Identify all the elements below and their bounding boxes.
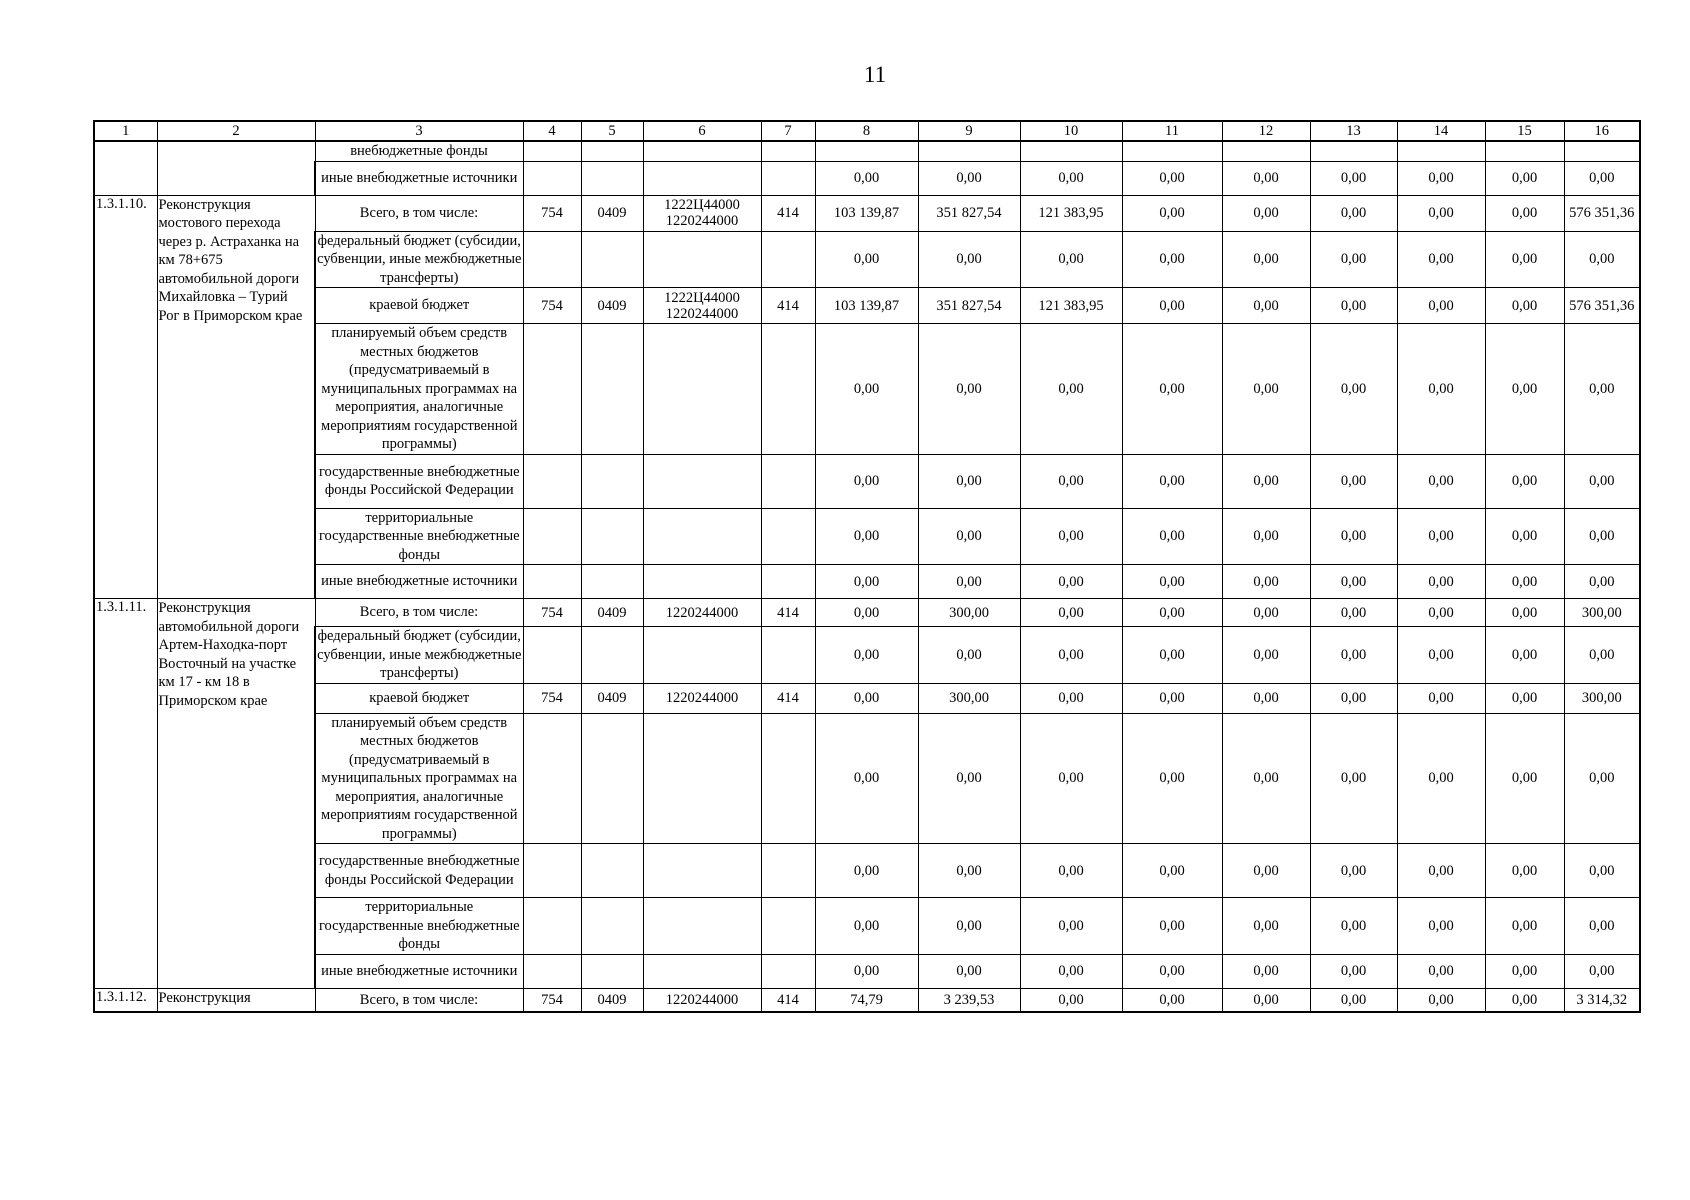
- funding-source: внебюджетные фонды: [315, 141, 523, 161]
- value-cell: 0,00: [1222, 288, 1310, 324]
- value-cell: 0,00: [1485, 844, 1564, 898]
- value-cell: 0409: [581, 599, 643, 627]
- funding-source: территориальные государственные внебюджетные фонды: [315, 508, 523, 565]
- value-cell: [581, 898, 643, 955]
- value-cell: 0,00: [1122, 324, 1222, 455]
- value-cell: 0,00: [1122, 627, 1222, 684]
- value-cell: [761, 508, 815, 565]
- value-cell: 0,00: [1564, 454, 1640, 508]
- table-row: [94, 324, 1640, 455]
- value-cell: [1485, 141, 1564, 161]
- value-cell: 414: [761, 195, 815, 231]
- value-cell: 300,00: [918, 599, 1020, 627]
- value-cell: [761, 898, 815, 955]
- value-cell: [523, 231, 581, 288]
- header-row: [94, 121, 1640, 141]
- table-row: [94, 508, 1640, 565]
- value-cell: 0,00: [1122, 954, 1222, 988]
- value-cell: [918, 141, 1020, 161]
- funding-source: территориальные государственные внебюджетные фонды: [315, 898, 523, 955]
- value-cell: 414: [761, 683, 815, 713]
- value-cell: 351 827,54: [918, 288, 1020, 324]
- value-cell: 300,00: [1564, 599, 1640, 627]
- item-name: [157, 141, 315, 195]
- value-cell: 1220244000: [643, 988, 761, 1012]
- value-cell: 414: [761, 599, 815, 627]
- value-cell: 0,00: [1397, 161, 1485, 195]
- value-cell: 0,00: [1222, 565, 1310, 599]
- value-cell: 0,00: [1397, 988, 1485, 1012]
- value-cell: 0,00: [1020, 324, 1122, 455]
- value-cell: 0,00: [1397, 288, 1485, 324]
- value-cell: 0,00: [918, 324, 1020, 455]
- header-cell: 7: [761, 121, 815, 141]
- value-cell: [761, 565, 815, 599]
- value-cell: 0,00: [1122, 508, 1222, 565]
- value-cell: 0,00: [1222, 988, 1310, 1012]
- value-cell: [1020, 141, 1122, 161]
- value-cell: 576 351,36: [1564, 288, 1640, 324]
- value-cell: 0,00: [1310, 599, 1397, 627]
- value-cell: 0,00: [1310, 161, 1397, 195]
- value-cell: [523, 898, 581, 955]
- table-row: [94, 713, 1640, 844]
- value-cell: 103 139,87: [815, 288, 918, 324]
- value-cell: 0,00: [1564, 713, 1640, 844]
- value-cell: 0,00: [1020, 231, 1122, 288]
- value-cell: 0,00: [1397, 844, 1485, 898]
- value-cell: 0,00: [815, 454, 918, 508]
- value-cell: 0,00: [1310, 898, 1397, 955]
- value-cell: 0409: [581, 288, 643, 324]
- table-row: [94, 161, 1640, 195]
- value-cell: [761, 954, 815, 988]
- value-cell: 0,00: [1485, 565, 1564, 599]
- header-cell: 2: [157, 121, 315, 141]
- funding-source: Всего, в том числе:: [315, 599, 523, 627]
- item-name: Реконструкция автомобильной дороги Артем-Находка-порт Восточный на участке км 17 - км 18 в Приморском крае: [157, 599, 315, 989]
- value-cell: 0,00: [1020, 844, 1122, 898]
- value-cell: 0,00: [1310, 195, 1397, 231]
- value-cell: 0,00: [815, 954, 918, 988]
- value-cell: [523, 565, 581, 599]
- budget-table: [93, 120, 1641, 1013]
- value-cell: 0,00: [918, 713, 1020, 844]
- value-cell: [1310, 141, 1397, 161]
- value-cell: 0,00: [1122, 599, 1222, 627]
- value-cell: [643, 454, 761, 508]
- value-cell: 0,00: [1564, 565, 1640, 599]
- header-cell: 9: [918, 121, 1020, 141]
- page-number: 11: [863, 62, 887, 87]
- value-cell: 0,00: [1020, 508, 1122, 565]
- header-cell: 4: [523, 121, 581, 141]
- value-cell: 0,00: [1222, 161, 1310, 195]
- value-cell: 3 239,53: [918, 988, 1020, 1012]
- item-number: 1.3.1.11.: [94, 599, 157, 989]
- header-cell: 11: [1122, 121, 1222, 141]
- value-cell: 0,00: [1020, 898, 1122, 955]
- value-cell: 0,00: [1485, 231, 1564, 288]
- funding-source: иные внебюджетные источники: [315, 161, 523, 195]
- value-cell: [643, 231, 761, 288]
- value-cell: 0,00: [1122, 161, 1222, 195]
- value-cell: 0,00: [1485, 599, 1564, 627]
- value-cell: 0,00: [1122, 454, 1222, 508]
- value-cell: [761, 231, 815, 288]
- table-row: [94, 141, 1640, 161]
- value-cell: 0,00: [1485, 988, 1564, 1012]
- value-cell: 0,00: [815, 627, 918, 684]
- header-cell: 8: [815, 121, 918, 141]
- funding-source: краевой бюджет: [315, 288, 523, 324]
- value-cell: 0,00: [918, 161, 1020, 195]
- value-cell: 0,00: [815, 713, 918, 844]
- value-cell: [581, 713, 643, 844]
- item-name: Реконструкция: [157, 988, 315, 1012]
- value-cell: 0,00: [1564, 231, 1640, 288]
- value-cell: 0,00: [1485, 324, 1564, 455]
- value-cell: 351 827,54: [918, 195, 1020, 231]
- value-cell: 0,00: [918, 565, 1020, 599]
- funding-source: государственные внебюджетные фонды Российской Федерации: [315, 454, 523, 508]
- value-cell: 0,00: [815, 599, 918, 627]
- value-cell: 0,00: [1020, 599, 1122, 627]
- table-row: [94, 231, 1640, 288]
- table-row: [94, 954, 1640, 988]
- value-cell: 754: [523, 988, 581, 1012]
- item-number: [94, 141, 157, 195]
- value-cell: [815, 141, 918, 161]
- value-cell: [1564, 141, 1640, 161]
- value-cell: 0,00: [1122, 898, 1222, 955]
- funding-source: федеральный бюджет (субсидии, субвенции, иные межбюджетные трансферты): [315, 627, 523, 684]
- value-cell: 0,00: [1310, 713, 1397, 844]
- value-cell: 0,00: [1564, 324, 1640, 455]
- value-cell: 0,00: [1397, 454, 1485, 508]
- value-cell: 0,00: [1397, 954, 1485, 988]
- value-cell: 0,00: [1222, 844, 1310, 898]
- value-cell: 0,00: [1310, 508, 1397, 565]
- table-row: [94, 599, 1640, 627]
- value-cell: 0,00: [1020, 713, 1122, 844]
- value-cell: [643, 508, 761, 565]
- value-cell: 0,00: [1397, 898, 1485, 955]
- value-cell: [581, 454, 643, 508]
- value-cell: 0,00: [815, 161, 918, 195]
- value-cell: [643, 713, 761, 844]
- value-cell: 0,00: [1397, 683, 1485, 713]
- header-cell: 1: [94, 121, 157, 141]
- value-cell: [581, 324, 643, 455]
- header-cell: 10: [1020, 121, 1122, 141]
- value-cell: 0,00: [1122, 195, 1222, 231]
- value-cell: [523, 713, 581, 844]
- value-cell: 300,00: [918, 683, 1020, 713]
- value-cell: 0,00: [1122, 288, 1222, 324]
- value-cell: 0409: [581, 988, 643, 1012]
- value-cell: 0409: [581, 683, 643, 713]
- value-cell: [523, 954, 581, 988]
- value-cell: 0,00: [1222, 898, 1310, 955]
- value-cell: 0,00: [815, 324, 918, 455]
- value-cell: 300,00: [1564, 683, 1640, 713]
- value-cell: [581, 954, 643, 988]
- value-cell: 0,00: [1020, 565, 1122, 599]
- value-cell: [581, 627, 643, 684]
- value-cell: 1222Ц44000 1220244000: [643, 195, 761, 231]
- value-cell: 754: [523, 599, 581, 627]
- value-cell: [581, 231, 643, 288]
- value-cell: 0,00: [1122, 988, 1222, 1012]
- value-cell: [523, 844, 581, 898]
- value-cell: 0,00: [1020, 161, 1122, 195]
- value-cell: [643, 161, 761, 195]
- value-cell: [523, 627, 581, 684]
- table-row: [94, 988, 1640, 1012]
- value-cell: 0,00: [1397, 565, 1485, 599]
- value-cell: 0,00: [1020, 988, 1122, 1012]
- value-cell: 0,00: [815, 508, 918, 565]
- value-cell: [523, 324, 581, 455]
- value-cell: 0,00: [1122, 713, 1222, 844]
- value-cell: [643, 898, 761, 955]
- value-cell: 0,00: [1564, 508, 1640, 565]
- value-cell: 0,00: [1222, 683, 1310, 713]
- value-cell: 754: [523, 683, 581, 713]
- header-cell: 15: [1485, 121, 1564, 141]
- value-cell: 0,00: [1122, 231, 1222, 288]
- item-number: 1.3.1.10.: [94, 195, 157, 599]
- value-cell: 0,00: [1020, 627, 1122, 684]
- value-cell: 121 383,95: [1020, 195, 1122, 231]
- value-cell: 0,00: [1564, 627, 1640, 684]
- table-row: [94, 288, 1640, 324]
- value-cell: 0,00: [1564, 898, 1640, 955]
- value-cell: 0,00: [1222, 954, 1310, 988]
- value-cell: [761, 844, 815, 898]
- value-cell: [643, 844, 761, 898]
- value-cell: [581, 141, 643, 161]
- value-cell: 0,00: [1310, 454, 1397, 508]
- value-cell: 414: [761, 988, 815, 1012]
- value-cell: 754: [523, 288, 581, 324]
- value-cell: 121 383,95: [1020, 288, 1122, 324]
- value-cell: 0,00: [1397, 713, 1485, 844]
- value-cell: 0,00: [1397, 195, 1485, 231]
- value-cell: 74,79: [815, 988, 918, 1012]
- table-row: [94, 565, 1640, 599]
- header-cell: 13: [1310, 121, 1397, 141]
- table-row: [94, 454, 1640, 508]
- value-cell: 103 139,87: [815, 195, 918, 231]
- value-cell: 0,00: [1310, 231, 1397, 288]
- value-cell: 0409: [581, 195, 643, 231]
- item-number: 1.3.1.12.: [94, 988, 157, 1012]
- value-cell: 0,00: [1222, 599, 1310, 627]
- funding-source: Всего, в том числе:: [315, 988, 523, 1012]
- value-cell: 0,00: [918, 231, 1020, 288]
- table-row: [94, 898, 1640, 955]
- value-cell: 0,00: [1222, 454, 1310, 508]
- funding-source: Всего, в том числе:: [315, 195, 523, 231]
- value-cell: 0,00: [1122, 844, 1222, 898]
- value-cell: 0,00: [1310, 288, 1397, 324]
- value-cell: [761, 141, 815, 161]
- value-cell: 0,00: [1397, 627, 1485, 684]
- value-cell: 576 351,36: [1564, 195, 1640, 231]
- value-cell: 0,00: [1310, 627, 1397, 684]
- value-cell: 3 314,32: [1564, 988, 1640, 1012]
- value-cell: 1220244000: [643, 599, 761, 627]
- funding-source: иные внебюджетные источники: [315, 954, 523, 988]
- value-cell: 0,00: [1485, 898, 1564, 955]
- value-cell: [643, 954, 761, 988]
- value-cell: [1122, 141, 1222, 161]
- value-cell: 414: [761, 288, 815, 324]
- value-cell: 0,00: [1485, 954, 1564, 988]
- value-cell: 0,00: [1397, 599, 1485, 627]
- value-cell: 0,00: [1485, 683, 1564, 713]
- funding-source: государственные внебюджетные фонды Российской Федерации: [315, 844, 523, 898]
- value-cell: [643, 141, 761, 161]
- value-cell: 0,00: [1397, 508, 1485, 565]
- value-cell: 0,00: [815, 844, 918, 898]
- value-cell: 0,00: [1485, 627, 1564, 684]
- header-cell: 12: [1222, 121, 1310, 141]
- funding-source: планируемый объем средств местных бюджетов (предусматриваемый в муниципальных программах на мероприятия, аналогичные мероприятиям государственной программы): [315, 713, 523, 844]
- value-cell: 0,00: [1485, 508, 1564, 565]
- header-cell: 14: [1397, 121, 1485, 141]
- value-cell: 0,00: [918, 627, 1020, 684]
- value-cell: 0,00: [1122, 565, 1222, 599]
- value-cell: 1222Ц44000 1220244000: [643, 288, 761, 324]
- table-row: [94, 627, 1640, 684]
- value-cell: [523, 141, 581, 161]
- value-cell: 0,00: [1222, 231, 1310, 288]
- value-cell: 0,00: [1564, 954, 1640, 988]
- value-cell: 0,00: [1310, 324, 1397, 455]
- funding-source: федеральный бюджет (субсидии, субвенции, иные межбюджетные трансферты): [315, 231, 523, 288]
- table-row: [94, 683, 1640, 713]
- value-cell: 0,00: [1397, 231, 1485, 288]
- value-cell: [761, 454, 815, 508]
- value-cell: 0,00: [1310, 954, 1397, 988]
- funding-source: планируемый объем средств местных бюджетов (предусматриваемый в муниципальных программах на мероприятия, аналогичные мероприятиям государственной программы): [315, 324, 523, 455]
- value-cell: 0,00: [1485, 161, 1564, 195]
- value-cell: [761, 713, 815, 844]
- value-cell: 0,00: [1222, 627, 1310, 684]
- value-cell: 0,00: [815, 231, 918, 288]
- value-cell: 0,00: [1222, 713, 1310, 844]
- value-cell: [761, 324, 815, 455]
- value-cell: [523, 508, 581, 565]
- value-cell: [1397, 141, 1485, 161]
- header-cell: 5: [581, 121, 643, 141]
- value-cell: [643, 565, 761, 599]
- value-cell: [761, 161, 815, 195]
- value-cell: 0,00: [918, 844, 1020, 898]
- value-cell: 0,00: [1485, 454, 1564, 508]
- funding-source: краевой бюджет: [315, 683, 523, 713]
- value-cell: 0,00: [1222, 324, 1310, 455]
- value-cell: 0,00: [1485, 288, 1564, 324]
- value-cell: [581, 844, 643, 898]
- table-row: [94, 844, 1640, 898]
- value-cell: 0,00: [815, 683, 918, 713]
- value-cell: [761, 627, 815, 684]
- value-cell: [643, 627, 761, 684]
- value-cell: 0,00: [1564, 844, 1640, 898]
- value-cell: 0,00: [1310, 844, 1397, 898]
- header-cell: 16: [1564, 121, 1640, 141]
- value-cell: 0,00: [1122, 683, 1222, 713]
- value-cell: [523, 454, 581, 508]
- value-cell: 0,00: [918, 454, 1020, 508]
- value-cell: 0,00: [1310, 565, 1397, 599]
- value-cell: 0,00: [1222, 195, 1310, 231]
- value-cell: 754: [523, 195, 581, 231]
- value-cell: [523, 161, 581, 195]
- item-name: Реконструкция мостового перехода через р. Астраханка на км 78+675 автомобильной дороги Михайловка – Турий Рог в Приморском крае: [157, 195, 315, 599]
- value-cell: 0,00: [1564, 161, 1640, 195]
- value-cell: 0,00: [1020, 454, 1122, 508]
- value-cell: 0,00: [918, 898, 1020, 955]
- value-cell: [1222, 141, 1310, 161]
- value-cell: 0,00: [1485, 713, 1564, 844]
- value-cell: 0,00: [815, 898, 918, 955]
- value-cell: [581, 508, 643, 565]
- header-cell: 6: [643, 121, 761, 141]
- value-cell: 0,00: [918, 508, 1020, 565]
- value-cell: 0,00: [1020, 954, 1122, 988]
- value-cell: 0,00: [1397, 324, 1485, 455]
- value-cell: 0,00: [1310, 683, 1397, 713]
- value-cell: 0,00: [1020, 683, 1122, 713]
- value-cell: 0,00: [815, 565, 918, 599]
- table-row: [94, 195, 1640, 231]
- value-cell: [581, 161, 643, 195]
- value-cell: 0,00: [1310, 988, 1397, 1012]
- value-cell: 1220244000: [643, 683, 761, 713]
- value-cell: 0,00: [1222, 508, 1310, 565]
- value-cell: [643, 324, 761, 455]
- value-cell: [581, 565, 643, 599]
- funding-source: иные внебюджетные источники: [315, 565, 523, 599]
- header-cell: 3: [315, 121, 523, 141]
- value-cell: 0,00: [1485, 195, 1564, 231]
- value-cell: 0,00: [918, 954, 1020, 988]
